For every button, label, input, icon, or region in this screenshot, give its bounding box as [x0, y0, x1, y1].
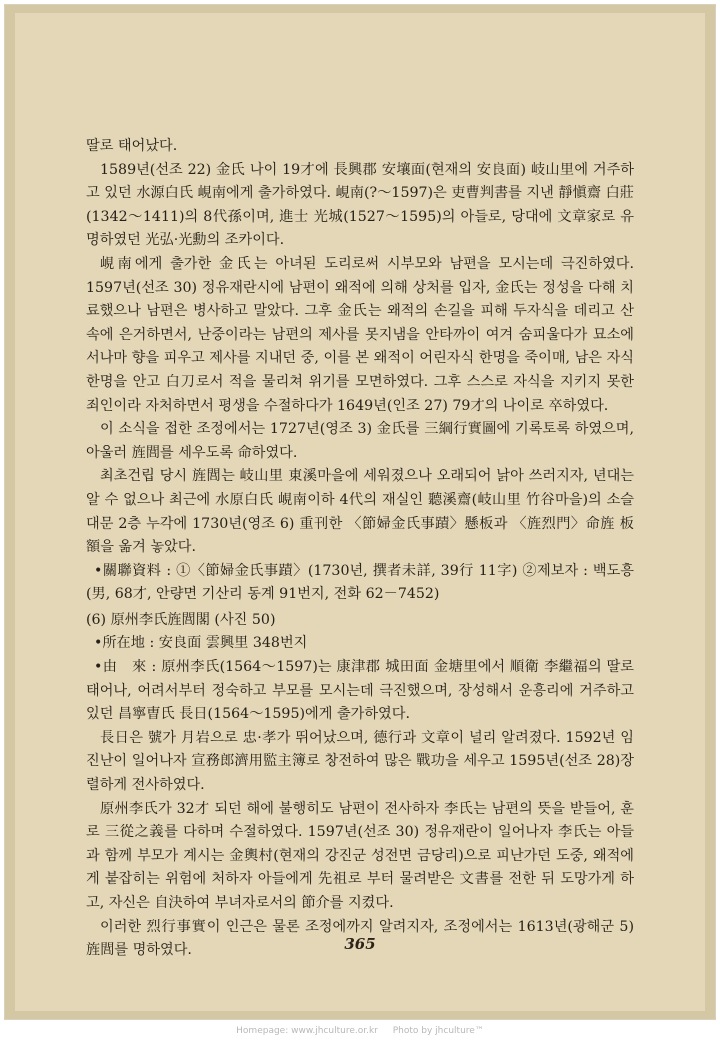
footer-photo: Photo by jhculture™ [392, 1026, 484, 1036]
photo-frame [4, 4, 716, 1020]
paragraph-shrine-history: 최초건립 당시 旌閭는 岐山里 東溪마을에 세워졌으나 오래되어 낡아 쓰러지자, 년대는 알 수 없으나 최근에 水原白氏 峴南이하 4代의 재실인 聽溪齋(岐山里 竹谷마을)의 소슬대문 2층 누각에 1730년(영조 6) 重刊한 〈節婦金氏事蹟〉懸板과 〈旌烈門〉命旌 板額을 옮겨 놓았다. [86, 468, 634, 556]
related-materials: •關聯資料 : ①〈節婦金氏事蹟〉(1730년, 撰者未詳, 39行 11字) ②제보자 : 백도흥(男, 68才, 안량면 기산리 동계 91번지, 전화 62－7452) [86, 562, 634, 603]
location-line: •所在地 : 安良面 雲興里 348번지 [94, 635, 308, 652]
footer-credit [0, 1026, 720, 1036]
paragraph-continuation: 딸로 태어났다. [86, 138, 178, 154]
footer-homepage: Homepage: www.jhculture.or.kr [236, 1026, 378, 1036]
paragraph-widow: 原州李氏가 32才 되던 해에 불행히도 남편이 전사하자 李氏는 남편의 뜻을 받들어, 훈로 三從之義를 다하며 수절하였다. 1597년(선조 30) 정유재란이 일어나자 李氏는 아들과 함께 부모가 계시는 金輿村(현재의 강진군 성전면 금당리)으로 피난가던 도중, 왜적에게 붙잡히는 위험에 처하자 아들에게 先祖로 부터 물려받은 文書를 전한 뒤 도망가게 하고, 자신은 自決하여 부녀자로서의 節介를 지켰다. [86, 800, 634, 911]
origin-paragraph: •由 來 : 原州李氏(1564～1597)는 康津郡 城田面 金塘里에서 順衛 李繼福의 딸로 태어나, 어려서부터 정숙하고 부모를 모시는데 극진했으며, 장성해서 운흥리에 거주하고 있던 昌寧曺氏 長日(1564～1595)에게 출가하였다. [86, 659, 634, 723]
paragraph-war-story: 峴南에게 출가한 金氏는 아녀된 도리로써 시부모와 남편을 모시는데 극진하였다. 1597년(선조 30) 정유재란시에 남편이 왜적에 의해 상처를 입자, 金氏는 정성을 다해 치료했으나 남편은 병사하고 말았다. 그후 金氏는 왜적의 손길을 피해 두자식을 데리고 산속에 은거하면서, 난중이라는 남편의 제사를 못지냄을 안타까이 여겨 숨피울다가 묘소에서나마 향을 피우고 제사를 지내던 중, 이를 본 왜적이 어린자식 한명을 죽이매, 남은 자식 한명을 안고 白刀로서 적을 물리쳐 위기를 모면하였다. 그후 스스로 자식을 지키지 못한 죄인이라 자처하면서 평생을 수절하다가 1649년(인조 27) 79才의 나이로 卒하였다. [86, 255, 634, 414]
paragraph-husband: 長日은 號가 月岩으로 忠·孝가 뛰어났으며, 德行과 文章이 널리 알려졌다. 1592년 임진난이 일어나자 宣務郎濟用監主簿로 창전하여 많은 戰功을 세우고 1595년(선조 28)장렬하게 전사하였다. [86, 729, 634, 794]
page-number: 365 [344, 935, 376, 953]
section-heading: (6) 原州李氏旌閭閣 (사진 50) [86, 611, 276, 628]
paragraph-royal-order: 이 소식을 접한 조정에서는 1727년(영조 3) 金氏를 三綱行實圖에 기록토록 하였으며, 아울러 旌閭를 세우도록 命하였다. [86, 421, 634, 461]
page-body [86, 135, 634, 963]
paragraph-marriage: 1589년(선조 22) 金氏 나이 19才에 長興郡 安壤面(현재의 安良面) 岐山里에 거주하고 있던 水源白氏 峴南에게 출가하였다. 峴南(?～1597)은 吏曹判書를 지낸 靜愼齋 白莊(1342～1411)의 8代孫이며, 進士 光城(1527～1595)의 아들로, 당대에 文章家로 유명하였던 光弘·光勳의 조카이다. [86, 161, 634, 249]
paragraph-conclusion: 이러한 烈行事實이 인근은 물론 조정에까지 알려지자, 조정에서는 1613년(광해군 5) 旌閭를 명하였다. [86, 918, 634, 959]
